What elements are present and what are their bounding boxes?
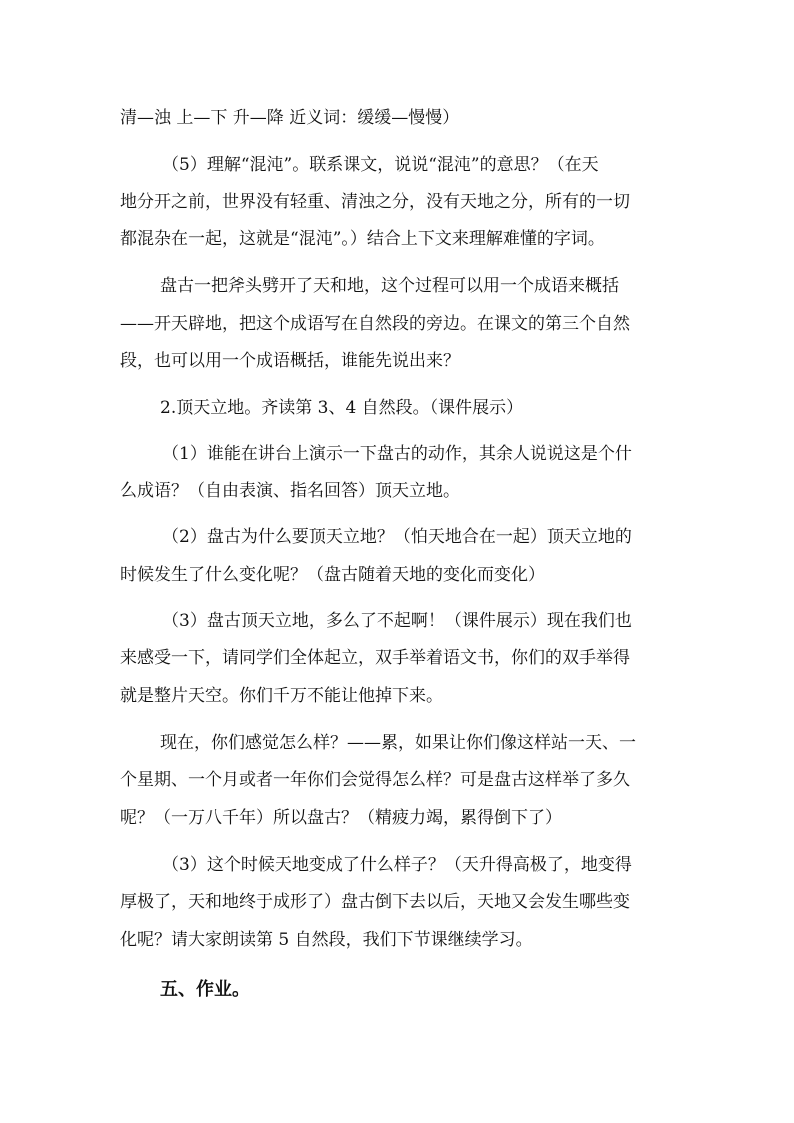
text-line-4: 都混杂在一起，这就是“混沌”。）结合上下文来理解难懂的字词。 xyxy=(120,229,605,249)
text-line-8: 2.顶天立地。齐读第 3、4 自然段。（课件展示） xyxy=(160,398,524,418)
text-line-2: （5）理解“混沌”。联系课文，说说“混沌”的意思？（在天 xyxy=(162,155,599,175)
section-heading: 五、作业。 xyxy=(160,979,250,1000)
text-line-19: （3）这个时候天地变成了什么样子？（天升得高极了，地变得 xyxy=(162,855,632,875)
text-line-1: 清—浊 上—下 升—降 近义词：缓缓—慢慢） xyxy=(120,108,460,128)
text-line-13: （3）盘古顶天立地，多么了不起啊！（课件展示）现在我们也 xyxy=(162,611,632,631)
text-line-20: 厚极了，天和地终于成形了）盘古倒下去以后，天地又会发生哪些变 xyxy=(120,892,630,912)
text-line-9: （1）谁能在讲台上演示一下盘古的动作，其余人说说这是个什 xyxy=(162,444,632,464)
text-line-16: 现在，你们感觉怎么样？——累，如果让你们像这样站一天、一 xyxy=(160,733,636,753)
text-line-6: ——开天辟地，把这个成语写在自然段的旁边。在课文的第三个自然 xyxy=(120,314,630,334)
text-line-15: 就是整片天空。你们千万不能让他掉下来。 xyxy=(120,686,443,706)
text-line-14: 来感受一下，请同学们全体起立，双手举着语文书，你们的双手举得 xyxy=(120,648,630,668)
text-line-11: （2）盘古为什么要顶天立地？（怕天地合在一起）顶天立地的 xyxy=(162,527,632,547)
text-line-12: 时候发生了什么变化呢？（盘古随着天地的变化而变化） xyxy=(120,565,545,585)
text-line-21: 化呢？请大家朗读第 5 自然段，我们下节课继续学习。 xyxy=(120,930,533,950)
text-line-18: 呢？（一万八千年）所以盘古？（精疲力竭，累得倒下了） xyxy=(120,808,562,828)
text-line-3: 地分开之前，世界没有轻重、清浊之分，没有天地之分，所有的一切 xyxy=(120,192,630,212)
text-line-10: 么成语？（自由表演、指名回答）顶天立地。 xyxy=(120,481,460,501)
text-line-17: 个星期、一个月或者一年你们会觉得怎么样？可是盘古这样举了多久 xyxy=(120,770,630,790)
text-line-5: 盘古一把斧头劈开了天和地，这个过程可以用一个成语来概括 xyxy=(160,276,619,296)
text-line-7: 段，也可以用一个成语概括，谁能先说出来？ xyxy=(120,351,460,371)
